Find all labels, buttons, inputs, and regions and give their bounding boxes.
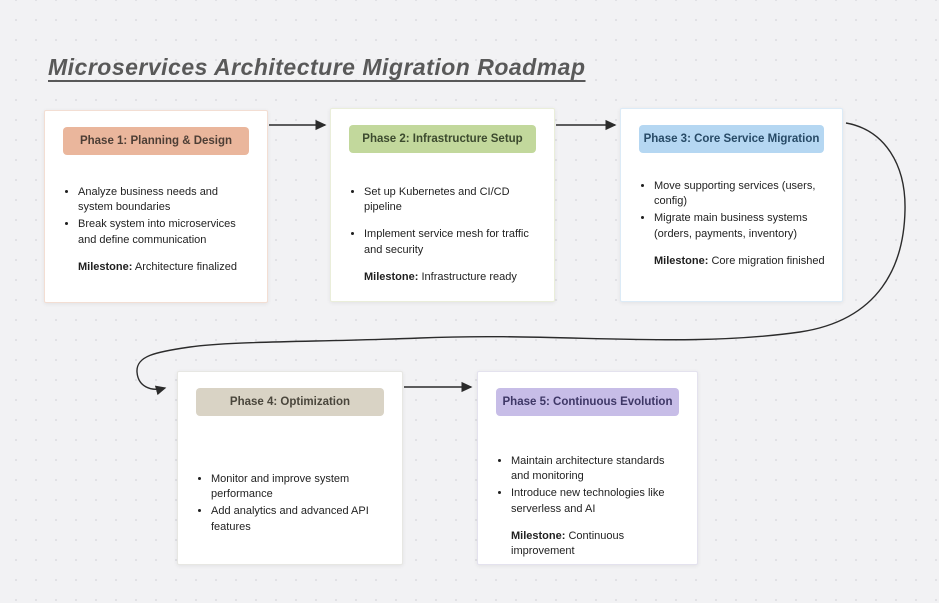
bullet-item: • Introduce new technologies like serverless and AI [511, 486, 685, 516]
phase-card-5[interactable] [477, 371, 698, 565]
card-header[interactable] [63, 127, 249, 155]
card-body [621, 179, 842, 269]
bullet-item: • Migrate main business systems (orders, payments, inventory) [654, 211, 830, 241]
card-header-label: Phase 5: Continuous Evolution [502, 396, 673, 408]
bullet-item: • Break system into microservices and define communication [78, 217, 255, 247]
milestone [478, 529, 697, 559]
bullet-list [621, 179, 842, 242]
card-body [478, 454, 697, 559]
bullet-list [331, 185, 554, 258]
card-body [331, 185, 554, 285]
card-body [45, 185, 267, 275]
bullet-item: • Move supporting services (users, config) [654, 179, 830, 209]
card-header[interactable] [496, 388, 679, 416]
card-header[interactable] [639, 125, 824, 153]
phase-card-2[interactable] [330, 108, 555, 302]
card-header-label: Phase 3: Core Service Migration [643, 133, 820, 145]
milestone-text: Architecture finalized [134, 260, 237, 273]
phase-card-1[interactable] [44, 110, 268, 303]
milestone-text: Continuous improvement [511, 529, 625, 557]
bullet-item: • Add analytics and advanced API features [211, 504, 390, 534]
milestone-label: Milestone: [511, 529, 566, 542]
card-body [178, 472, 402, 535]
bullet-list [478, 454, 697, 517]
milestone-text: Core migration finished [711, 254, 825, 267]
milestone-label: Milestone: [364, 270, 419, 283]
milestone [331, 270, 554, 285]
phase-card-4[interactable] [177, 371, 403, 565]
milestone-text: Infrastructure ready [421, 270, 517, 283]
card-header[interactable] [196, 388, 384, 416]
card-header-label: Phase 2: Infrastructure Setup [362, 133, 523, 145]
milestone-label: Milestone: [78, 260, 133, 273]
bullet-item: • Maintain architecture standards and monitoring [511, 454, 685, 484]
bullet-list [45, 185, 267, 248]
card-header-label: Phase 4: Optimization [229, 396, 351, 408]
phase-card-3[interactable] [620, 108, 843, 302]
board-title[interactable]: Microservices Architecture Migration Roadmap [48, 54, 586, 80]
bullet-item: • Monitor and improve system performance [211, 472, 390, 502]
card-header[interactable] [349, 125, 536, 153]
card-header-label: Phase 1: Planning & Design [79, 135, 233, 147]
milestone [45, 260, 267, 275]
milestone-label: Milestone: [654, 254, 709, 267]
bullet-item: • Set up Kubernetes and CI/CD pipeline [364, 185, 542, 215]
bullet-item: • Analyze business needs and system boundaries [78, 185, 255, 215]
bullet-list [178, 472, 402, 535]
bullet-item: • Implement service mesh for traffic and security [364, 227, 542, 257]
milestone [621, 254, 842, 269]
